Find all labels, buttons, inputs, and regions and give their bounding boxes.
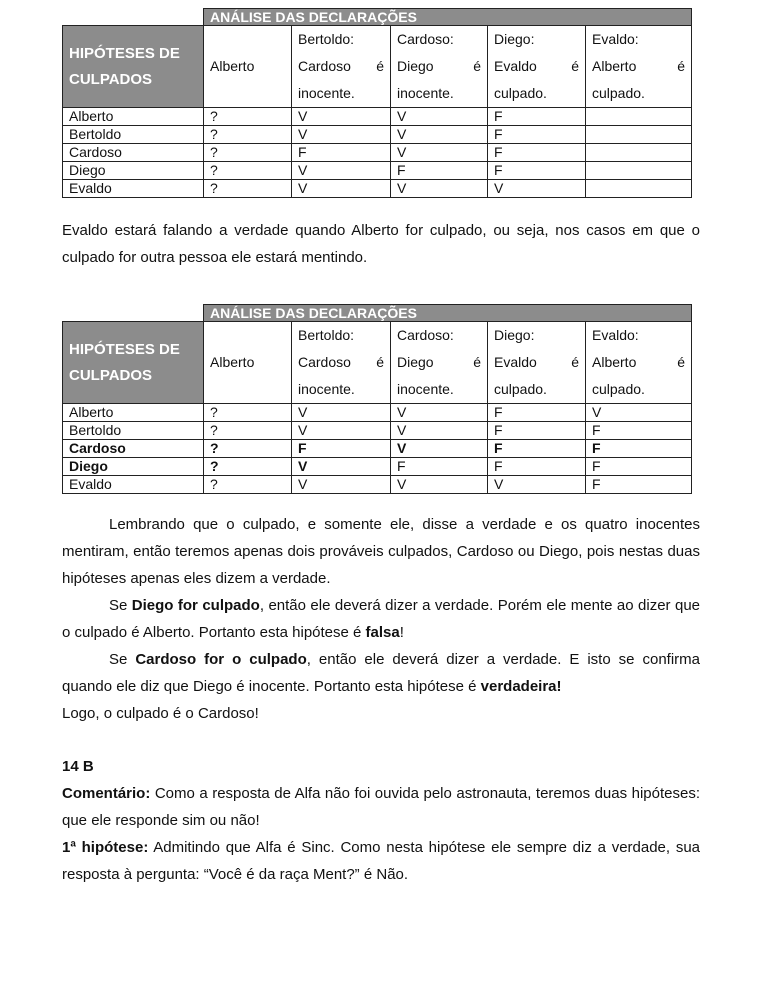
hypotheses-header: HIPÓTESES DE CULPADOS — [63, 26, 204, 108]
table-row — [63, 144, 692, 162]
bold-text: Cardoso for o culpado — [135, 651, 307, 668]
table-cell — [586, 180, 692, 198]
bold-text: verdadeira! — [480, 678, 562, 695]
analysis-table-1 — [62, 8, 692, 198]
table-cell: F — [391, 162, 488, 180]
table-cell: F — [586, 458, 692, 476]
text-run: Se — [109, 651, 136, 668]
row-label: Cardoso — [63, 440, 204, 458]
table-row — [63, 422, 692, 440]
table-cell: V — [292, 458, 391, 476]
text-run: ! — [399, 624, 404, 641]
table-cell: ? — [204, 180, 292, 198]
column-header — [488, 322, 586, 404]
table-cell: V — [586, 404, 692, 422]
column-header — [391, 26, 488, 108]
table-cell: F — [488, 404, 586, 422]
column-header-text: Cardoso: Diego é inocente. — [397, 327, 481, 397]
table-cell: F — [586, 440, 692, 458]
table-corner — [63, 305, 204, 322]
text-run: Como a resposta de Alfa não foi ouvida pelo astronauta, teremos duas hipóteses: que ele responde sim ou não! — [62, 785, 700, 829]
column-header-text: Alberto — [210, 354, 255, 370]
paragraph-cardoso — [62, 646, 700, 700]
question-title: 14 B — [62, 758, 94, 775]
bold-text: 1ª hipótese: — [62, 839, 149, 856]
bold-text: Diego for culpado — [131, 597, 260, 614]
table-corner — [63, 9, 204, 26]
text-run: Admitindo que Alfa é Sinc. Como nesta hipótese ele sempre diz a verdade, sua resposta à pergunta: “Você é da raça Ment?” é Não. — [62, 839, 701, 883]
table-cell — [586, 144, 692, 162]
table-row — [63, 404, 692, 422]
paragraph-comment — [62, 780, 700, 834]
text-run: , então ele deverá dizer a verdade. E isto se confirma quando ele diz que Diego é inocente. Portanto esta hipótese é — [62, 651, 700, 695]
column-header — [391, 322, 488, 404]
row-label: Bertoldo — [63, 126, 204, 144]
table-cell: V — [292, 422, 391, 440]
row-label: Evaldo — [63, 476, 204, 494]
hypotheses-header: HIPÓTESES DE CULPADOS — [63, 322, 204, 404]
bold-text: Comentário: — [62, 785, 151, 802]
table-band-title: ANÁLISE DAS DECLARAÇÕES — [204, 9, 692, 26]
table-cell: F — [488, 458, 586, 476]
column-header — [292, 26, 391, 108]
column-header — [488, 26, 586, 108]
table-row — [63, 108, 692, 126]
column-header — [204, 26, 292, 108]
row-label: Alberto — [63, 108, 204, 126]
paragraph-lembrando: Lembrando que o culpado, e somente ele, disse a verdade e os quatro inocentes mentiram, então teremos apenas dois prováveis culpados, Cardoso ou Diego, pois nestas duas hipóteses apenas eles dizem a verdade. — [62, 516, 700, 587]
table-cell: ? — [204, 126, 292, 144]
table-cell: V — [391, 108, 488, 126]
table-cell: F — [586, 476, 692, 494]
table-cell: V — [292, 180, 391, 198]
table-cell: V — [292, 404, 391, 422]
table-cell: ? — [204, 144, 292, 162]
table-cell: ? — [204, 108, 292, 126]
table-cell — [586, 126, 692, 144]
table-row — [63, 126, 692, 144]
table-row — [63, 458, 692, 476]
paragraph-conclusion: Logo, o culpado é o Cardoso! — [62, 705, 259, 722]
table-cell: F — [488, 162, 586, 180]
table-cell: F — [488, 108, 586, 126]
table-cell: ? — [204, 162, 292, 180]
column-header-text: Cardoso: Diego é inocente. — [397, 31, 481, 101]
paragraph-hypothesis-1 — [62, 834, 700, 888]
table-cell: ? — [204, 476, 292, 494]
bold-text: falsa — [365, 624, 400, 641]
analysis-table-2 — [62, 304, 692, 494]
column-header — [204, 322, 292, 404]
row-label: Alberto — [63, 404, 204, 422]
column-header-text: Evaldo: Alberto é culpado. — [592, 327, 686, 397]
text-run: Se — [109, 597, 132, 614]
column-header-text: Bertoldo: Cardoso é inocente. — [298, 327, 384, 397]
table-cell — [586, 108, 692, 126]
table-cell: F — [488, 144, 586, 162]
table-cell: V — [391, 440, 488, 458]
document-page — [62, 8, 700, 888]
table-cell: F — [586, 422, 692, 440]
table-row — [63, 440, 692, 458]
table-cell: V — [391, 404, 488, 422]
table-cell: F — [292, 144, 391, 162]
table-cell: V — [292, 476, 391, 494]
column-header-text: Bertoldo: Cardoso é inocente. — [298, 31, 384, 101]
table-cell: F — [391, 458, 488, 476]
column-header-text: Diego: Evaldo é culpado. — [494, 327, 579, 397]
column-header-text: Diego: Evaldo é culpado. — [494, 31, 579, 101]
table-cell: ? — [204, 458, 292, 476]
table-cell: F — [292, 440, 391, 458]
table-cell: ? — [204, 422, 292, 440]
table-cell: V — [488, 180, 586, 198]
column-header — [586, 322, 692, 404]
table-cell: V — [391, 422, 488, 440]
table-row — [63, 180, 692, 198]
table-cell: V — [292, 162, 391, 180]
column-header — [292, 322, 391, 404]
table-row — [63, 162, 692, 180]
table-cell: V — [391, 126, 488, 144]
table-row — [63, 476, 692, 494]
paragraph-evaldo: Evaldo estará falando a verdade quando Alberto for culpado, ou seja, nos casos em que o culpado for outra pessoa ele estará mentindo. — [62, 222, 700, 266]
row-label: Cardoso — [63, 144, 204, 162]
paragraph-diego — [62, 592, 700, 646]
row-label: Diego — [63, 458, 204, 476]
table-cell: V — [391, 476, 488, 494]
column-header-text: Alberto — [210, 58, 255, 74]
column-header — [586, 26, 692, 108]
table-cell: ? — [204, 440, 292, 458]
text-run: , então ele deverá dizer a verdade. Porém ele mente ao dizer que o culpado é Alberto. Portanto esta hipótese é — [62, 597, 701, 641]
table-cell: F — [488, 422, 586, 440]
table-cell: V — [391, 144, 488, 162]
row-label: Evaldo — [63, 180, 204, 198]
table-cell: F — [488, 126, 586, 144]
table-cell: V — [292, 108, 391, 126]
table-cell — [586, 162, 692, 180]
column-header-text: Evaldo: Alberto é culpado. — [592, 31, 686, 101]
row-label: Bertoldo — [63, 422, 204, 440]
table-band-title: ANÁLISE DAS DECLARAÇÕES — [204, 305, 692, 322]
table-cell: V — [488, 476, 586, 494]
table-cell: F — [488, 440, 586, 458]
table-cell: ? — [204, 404, 292, 422]
table-cell: V — [391, 180, 488, 198]
row-label: Diego — [63, 162, 204, 180]
table-cell: V — [292, 126, 391, 144]
